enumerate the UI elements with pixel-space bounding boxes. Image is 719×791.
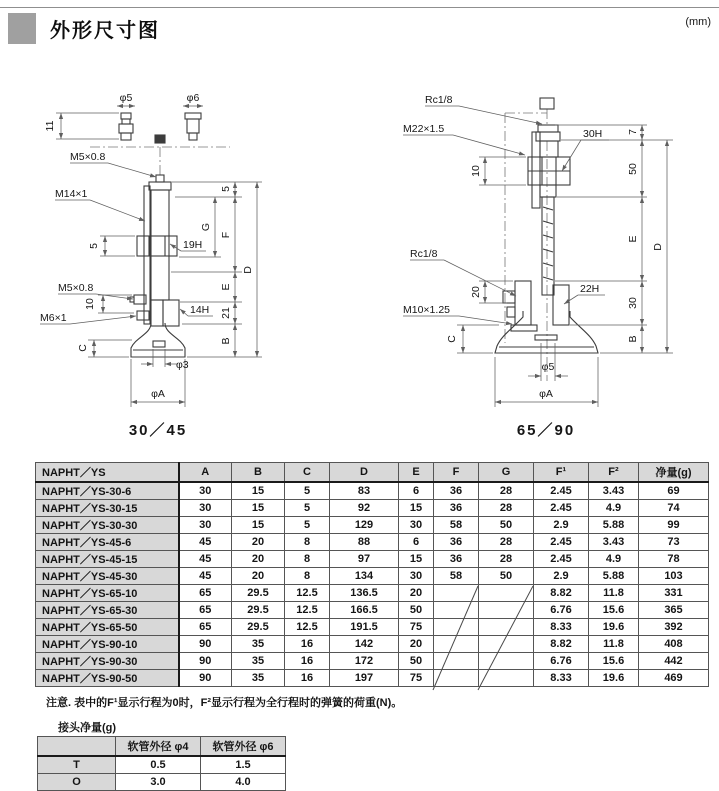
table-cell: NAPHT／YS-30-6 xyxy=(36,482,179,500)
table-cell: 12.5 xyxy=(285,585,330,602)
table-cell: NAPHT／YS-90-10 xyxy=(36,636,179,653)
table-cell: 12.5 xyxy=(285,602,330,619)
label-dim-5-top: 5 xyxy=(220,186,232,192)
column-header: D xyxy=(330,463,399,483)
table-cell: 20 xyxy=(399,636,434,653)
table-row xyxy=(38,774,286,791)
table-cell: 4.9 xyxy=(589,500,639,517)
table-cell: 11.8 xyxy=(589,585,639,602)
label-dim-e: E xyxy=(627,235,639,243)
table-cell: 15 xyxy=(399,500,434,517)
label-m10: M10×1.25 xyxy=(403,304,450,316)
table-cell: 45 xyxy=(179,568,232,585)
table-cell: 30 xyxy=(399,517,434,534)
table-cell: 15.6 xyxy=(589,653,639,670)
table-row xyxy=(36,534,709,551)
table-cell xyxy=(479,602,534,619)
table-cell: 50 xyxy=(399,602,434,619)
label-dim-10: 10 xyxy=(84,298,96,310)
table-cell: 78 xyxy=(639,551,709,568)
table-cell: 5.88 xyxy=(589,568,639,585)
table-cell: 19.6 xyxy=(589,619,639,636)
table-cell xyxy=(479,670,534,687)
label-22h: 22H xyxy=(580,283,600,295)
column-header xyxy=(38,737,116,757)
table-cell: 197 xyxy=(330,670,399,687)
label-dim-g: G xyxy=(200,222,212,232)
table-cell: 103 xyxy=(639,568,709,585)
table-cell: 2.9 xyxy=(534,517,589,534)
label-dim-f: F xyxy=(220,231,232,239)
table-cell: O xyxy=(38,774,116,791)
label-dim-21: 21 xyxy=(220,307,232,319)
column-header: 软管外径 φ4 xyxy=(116,737,201,757)
table-row xyxy=(36,619,709,636)
table-cell: 8 xyxy=(285,534,330,551)
table-cell: NAPHT／YS-45-30 xyxy=(36,568,179,585)
label-dim-d: D xyxy=(242,266,254,274)
table-cell: 16 xyxy=(285,636,330,653)
table-cell: 5 xyxy=(285,517,330,534)
table-cell: 30 xyxy=(179,482,232,500)
table-row xyxy=(36,482,709,500)
table-cell: 28 xyxy=(479,551,534,568)
label-19h: 19H xyxy=(183,239,203,251)
label-dim-b: B xyxy=(627,335,639,343)
table-cell: 172 xyxy=(330,653,399,670)
table-cell: 134 xyxy=(330,568,399,585)
table-cell: 35 xyxy=(232,670,285,687)
table-cell: 19.6 xyxy=(589,670,639,687)
table-cell: 5 xyxy=(285,500,330,517)
table-cell: 73 xyxy=(639,534,709,551)
table-cell: 50 xyxy=(479,568,534,585)
dimensions-table xyxy=(35,462,709,687)
table-cell xyxy=(434,602,479,619)
label-dim-7: 7 xyxy=(627,129,639,135)
caption-30-45: 30／45 xyxy=(128,422,188,439)
column-header: G xyxy=(479,463,534,483)
table-cell: 8.82 xyxy=(534,636,589,653)
right-drawing-dimensions xyxy=(403,106,673,407)
table-cell: 1.5 xyxy=(201,756,286,774)
table-row xyxy=(36,653,709,670)
table-cell: 15 xyxy=(399,551,434,568)
table-cell: 90 xyxy=(179,636,232,653)
table-cell: 20 xyxy=(399,585,434,602)
table-cell: 392 xyxy=(639,619,709,636)
table-cell: 58 xyxy=(434,568,479,585)
table-cell: 36 xyxy=(434,551,479,568)
table-cell xyxy=(434,653,479,670)
table-row xyxy=(36,551,709,568)
table-cell: 6 xyxy=(399,482,434,500)
table-cell: 6.76 xyxy=(534,602,589,619)
table-cell: 2.9 xyxy=(534,568,589,585)
table-cell: 15 xyxy=(232,517,285,534)
table-cell xyxy=(434,670,479,687)
table-cell: 3.43 xyxy=(589,482,639,500)
table-cell: 74 xyxy=(639,500,709,517)
column-header: F xyxy=(434,463,479,483)
column-header: NAPHT／YS xyxy=(36,463,179,483)
label-dim-50: 50 xyxy=(627,163,639,175)
table-cell: 469 xyxy=(639,670,709,687)
table-cell: 15.6 xyxy=(589,602,639,619)
table-cell: 75 xyxy=(399,619,434,636)
label-phiA: φA xyxy=(151,388,165,400)
column-header: F¹ xyxy=(534,463,589,483)
table-cell: 136.5 xyxy=(330,585,399,602)
table-cell: 2.45 xyxy=(534,482,589,500)
table-cell: 20 xyxy=(232,551,285,568)
table-cell: 65 xyxy=(179,619,232,636)
table-cell: 75 xyxy=(399,670,434,687)
table-cell: T xyxy=(38,756,116,774)
table-cell: 2.45 xyxy=(534,551,589,568)
column-header: 净量(g) xyxy=(639,463,709,483)
table-cell: 15 xyxy=(232,482,285,500)
table-cell: 28 xyxy=(479,534,534,551)
table-cell xyxy=(479,653,534,670)
label-dim-b: B xyxy=(220,337,232,345)
table-cell: 30 xyxy=(179,517,232,534)
label-m6: M6×1 xyxy=(40,312,67,324)
table-cell: 29.5 xyxy=(232,585,285,602)
label-rc18-top: Rc1/8 xyxy=(425,94,453,106)
label-dim-d: D xyxy=(652,243,664,251)
label-dim-c: C xyxy=(446,335,458,343)
table-cell: 30 xyxy=(179,500,232,517)
header-row xyxy=(38,737,286,757)
table-cell xyxy=(434,619,479,636)
table-cell xyxy=(479,636,534,653)
table-cell: 8.33 xyxy=(534,670,589,687)
table-cell: 129 xyxy=(330,517,399,534)
table-cell: 45 xyxy=(179,534,232,551)
column-header: C xyxy=(285,463,330,483)
label-phiA: φA xyxy=(539,388,553,400)
table-row xyxy=(36,585,709,602)
table-row xyxy=(36,670,709,687)
label-phi5: φ5 xyxy=(541,361,555,373)
unit-label: (mm) xyxy=(685,16,711,28)
table-cell: 3.43 xyxy=(589,534,639,551)
label-dim-11: 11 xyxy=(44,120,56,132)
table-cell: 16 xyxy=(285,670,330,687)
label-m5-side: M5×0.8 xyxy=(58,282,94,294)
table-cell: 36 xyxy=(434,500,479,517)
table-cell: NAPHT／YS-30-30 xyxy=(36,517,179,534)
table-cell: 65 xyxy=(179,602,232,619)
top-rule xyxy=(0,7,719,8)
table-cell: 97 xyxy=(330,551,399,568)
outline-drawing-30-45 xyxy=(30,85,320,450)
table-cell xyxy=(479,585,534,602)
column-header: A xyxy=(179,463,232,483)
label-dim-5-nut: 5 xyxy=(88,243,100,249)
table-cell: 88 xyxy=(330,534,399,551)
joint-weight-table xyxy=(37,736,286,791)
table-cell: NAPHT／YS-90-50 xyxy=(36,670,179,687)
table-cell: 142 xyxy=(330,636,399,653)
table-row xyxy=(36,602,709,619)
table-cell: 408 xyxy=(639,636,709,653)
table-cell: 69 xyxy=(639,482,709,500)
table-cell: 331 xyxy=(639,585,709,602)
table-cell xyxy=(434,585,479,602)
label-phi3: φ3 xyxy=(176,359,189,371)
label-dim-c: C xyxy=(77,344,89,352)
table-cell: 35 xyxy=(232,636,285,653)
column-header: B xyxy=(232,463,285,483)
label-m5-top: M5×0.8 xyxy=(70,151,106,163)
table-cell: 11.8 xyxy=(589,636,639,653)
table-cell: 2.45 xyxy=(534,534,589,551)
table-row xyxy=(36,500,709,517)
centerlines xyxy=(90,147,230,178)
table-row xyxy=(36,568,709,585)
label-m22: M22×1.5 xyxy=(403,123,445,135)
table-cell: 20 xyxy=(232,534,285,551)
table-cell: 29.5 xyxy=(232,602,285,619)
table-cell: 20 xyxy=(232,568,285,585)
table-cell: 5 xyxy=(285,482,330,500)
table-cell: 2.45 xyxy=(534,500,589,517)
table-note: 注意. 表中的F¹显示行程为0时，F²显示行程为全行程时的弹簧的荷重(N)。 xyxy=(46,697,403,709)
table-cell xyxy=(479,619,534,636)
label-dim-30: 30 xyxy=(627,297,639,309)
label-dim-10: 10 xyxy=(470,165,482,177)
label-dim-e: E xyxy=(220,283,232,291)
table-cell: 191.5 xyxy=(330,619,399,636)
table-cell: 28 xyxy=(479,482,534,500)
table-cell: 45 xyxy=(179,551,232,568)
table-cell: 50 xyxy=(479,517,534,534)
table-cell: 0.5 xyxy=(116,756,201,774)
table-cell: 35 xyxy=(232,653,285,670)
table-cell: 442 xyxy=(639,653,709,670)
label-phi6: φ6 xyxy=(186,92,200,104)
caption-65-90: 65／90 xyxy=(516,422,576,439)
table-cell: NAPHT／YS-65-50 xyxy=(36,619,179,636)
table-row xyxy=(38,756,286,774)
label-rc18-side: Rc1/8 xyxy=(410,248,438,260)
table-cell: NAPHT／YS-65-10 xyxy=(36,585,179,602)
page-title: 外形尺寸图 xyxy=(50,20,160,42)
table-cell: 28 xyxy=(479,500,534,517)
table-cell: NAPHT／YS-45-6 xyxy=(36,534,179,551)
table-cell: 90 xyxy=(179,653,232,670)
table-cell: 6.76 xyxy=(534,653,589,670)
table-row xyxy=(36,636,709,653)
joint-table-title: 接头净量(g) xyxy=(58,722,117,734)
table-cell: 8.82 xyxy=(534,585,589,602)
table-cell: 36 xyxy=(434,482,479,500)
table-cell: NAPHT／YS-65-30 xyxy=(36,602,179,619)
table-cell: 12.5 xyxy=(285,619,330,636)
outline-drawing-65-90 xyxy=(395,85,705,450)
table-cell: 36 xyxy=(434,534,479,551)
table-cell: 8.33 xyxy=(534,619,589,636)
table-cell: NAPHT／YS-45-15 xyxy=(36,551,179,568)
label-m14: M14×1 xyxy=(55,188,88,200)
table-cell: 5.88 xyxy=(589,517,639,534)
label-30h: 30H xyxy=(583,128,603,140)
table-cell: 4.9 xyxy=(589,551,639,568)
table-cell: 3.0 xyxy=(116,774,201,791)
table-cell: 30 xyxy=(399,568,434,585)
table-cell: 4.0 xyxy=(201,774,286,791)
table-cell: 16 xyxy=(285,653,330,670)
table-row xyxy=(36,517,709,534)
header-row xyxy=(36,463,709,483)
column-header: E xyxy=(399,463,434,483)
table-cell xyxy=(434,636,479,653)
table-cell: 92 xyxy=(330,500,399,517)
table-cell: 50 xyxy=(399,653,434,670)
title-marker-square xyxy=(8,13,36,44)
label-14h: 14H xyxy=(190,304,210,316)
table-cell: 6 xyxy=(399,534,434,551)
label-dim-20: 20 xyxy=(470,286,482,298)
label-phi5: φ5 xyxy=(119,92,133,104)
table-cell: 65 xyxy=(179,585,232,602)
table-cell: 166.5 xyxy=(330,602,399,619)
table-cell: NAPHT／YS-90-30 xyxy=(36,653,179,670)
table-cell: 15 xyxy=(232,500,285,517)
table-cell: 29.5 xyxy=(232,619,285,636)
column-header: F² xyxy=(589,463,639,483)
table-cell: 58 xyxy=(434,517,479,534)
column-header: 软管外径 φ6 xyxy=(201,737,286,757)
table-cell: 99 xyxy=(639,517,709,534)
table-cell: 365 xyxy=(639,602,709,619)
table-cell: 8 xyxy=(285,551,330,568)
table-cell: 83 xyxy=(330,482,399,500)
table-cell: 8 xyxy=(285,568,330,585)
table-cell: NAPHT／YS-30-15 xyxy=(36,500,179,517)
table-cell: 90 xyxy=(179,670,232,687)
